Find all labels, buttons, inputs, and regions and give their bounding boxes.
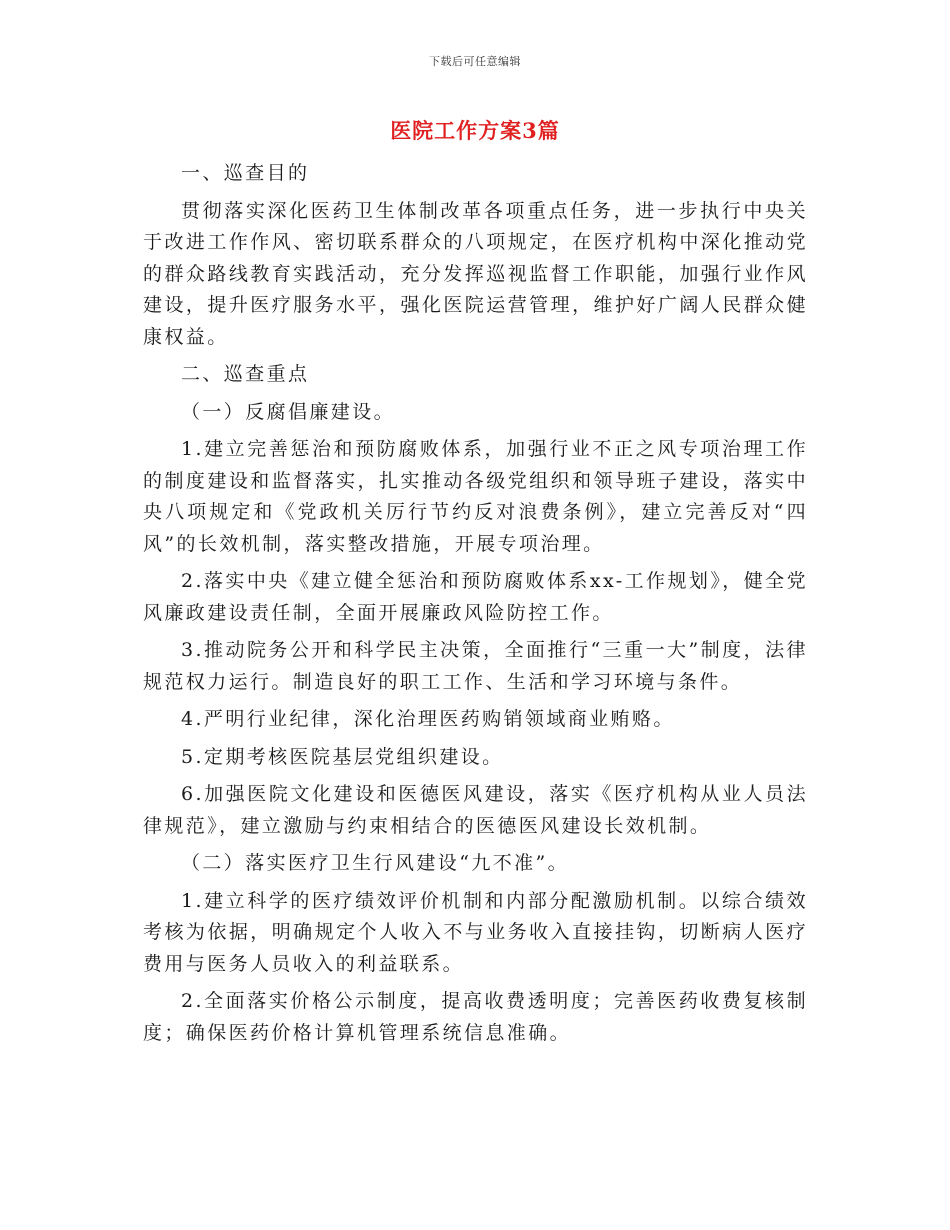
- list-item: 6.加强医院文化建设和医德医风建设，落实《医疗机构从业人员法律规范》，建立激励与约束相结合的医德医风建设长效机制。: [143, 783, 808, 837]
- document-body: [143, 158, 808, 1055]
- list-item: 1.建立科学的医疗绩效评价机制和内部分配激励机制。以综合绩效考核为依据，明确规定个人收入不与业务收入直接挂钩，切断病人医疗费用与医务人员收入的利益联系。: [143, 889, 808, 975]
- list-item: 5.定期考核医院基层党组织建设。: [181, 745, 504, 768]
- list-item: 2.落实中央《建立健全惩治和预防腐败体系xx-工作规划》，健全党风廉政建设责任制，全面开展廉政风险防控工作。: [143, 570, 808, 624]
- subsection-heading-nine-prohibitions: （二）落实医疗卫生行风建设“九不准”。: [181, 852, 570, 874]
- subsection-heading-anticorruption: （一）反腐倡廉建设。: [181, 400, 396, 423]
- paragraph-purpose: 贯彻落实深化医药卫生体制改革各项重点任务，进一步执行中央关于改进工作作风、密切联系群众的八项规定，在医疗机构中深化推动党的群众路线教育实践活动，充分发挥巡视监督工作职能，加强行业作风建设，提升医疗服务水平，强化医院运营管理，维护好广阔人民群众健康权益。: [143, 199, 808, 348]
- list-item: 4.严明行业纪律，深化治理医药购销领域商业贿赂。: [181, 708, 675, 730]
- list-item: 2.全面落实价格公示制度，提高收费透明度；完善医药收费复核制度；确保医药价格计算机管理系统信息准确。: [143, 990, 808, 1044]
- list-item: 1.建立完善惩治和预防腐败体系，加强行业不正之风专项治理工作的制度建设和监督落实，扎实推动各级党组织和领导班子建设，落实中央八项规定和《党政机关厉行节约反对浪费条例》，建立完善反对“四风”的长效机制，落实整改措施，开展专项治理。: [143, 438, 808, 555]
- document-title: 医院工作方案3篇: [390, 118, 560, 143]
- section-heading-focus: 二、巡查重点: [181, 363, 310, 385]
- section-heading-purpose: 一、巡查目的: [181, 162, 310, 184]
- list-item: 3.推动院务公开和科学民主决策，全面推行“三重一大”制度，法律规范权力运行。制造良好的职工工作、生活和学习环境与条件。: [143, 639, 808, 693]
- header-note: 下载后可任意编辑: [429, 55, 521, 68]
